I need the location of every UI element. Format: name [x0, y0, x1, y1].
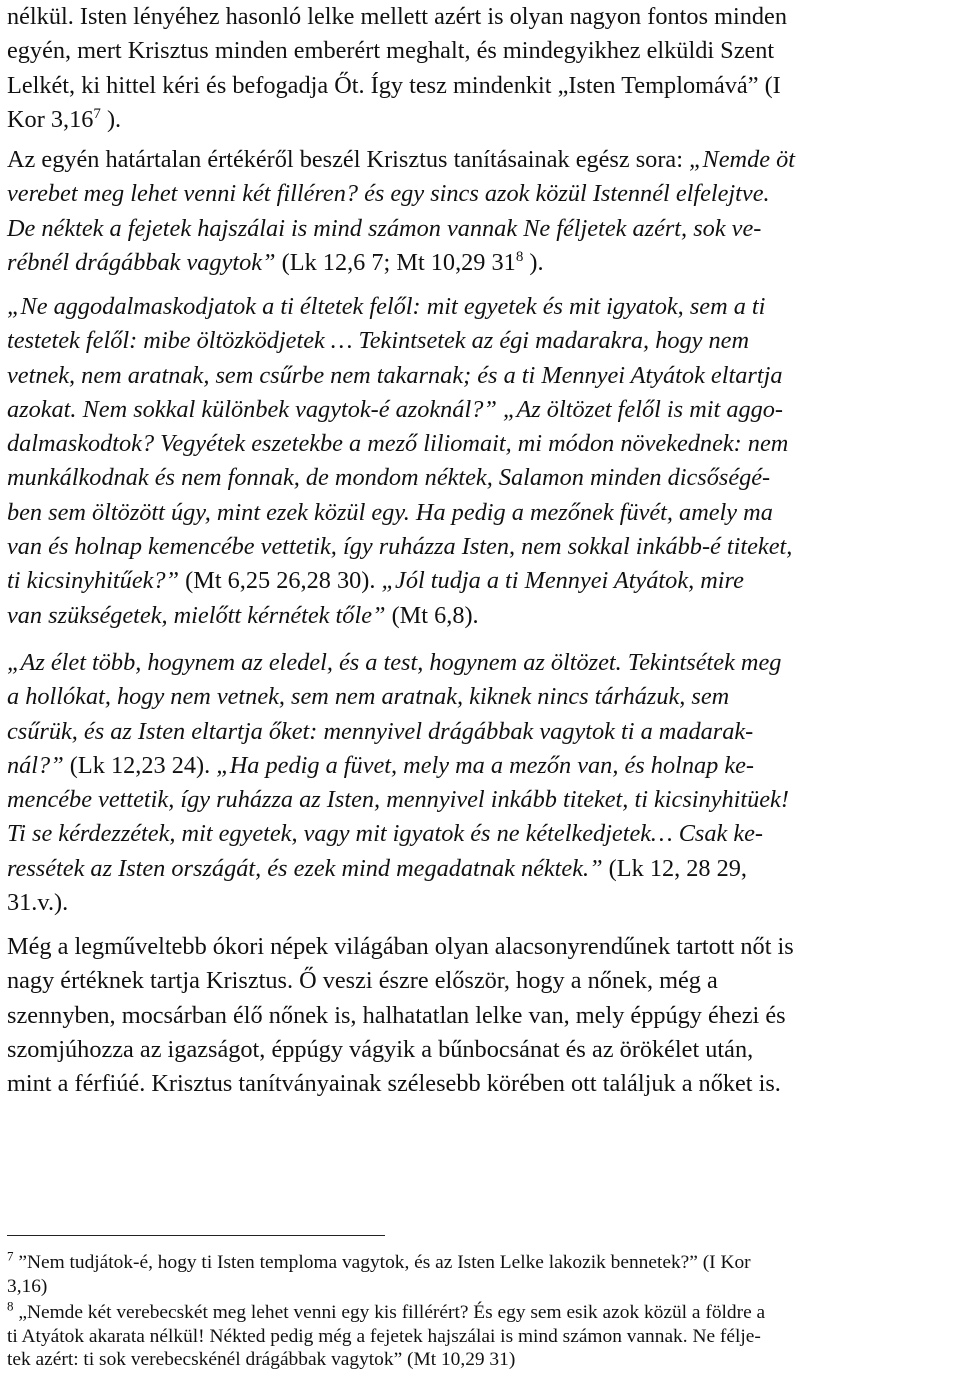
quoted-scripture: dalmaskodtok? Vegyétek eszetekbe a mező liliomait, mi módon növekednek: nem: [7, 430, 789, 458]
paragraphs-line: [7, 1067, 955, 1101]
quoted-scripture: csűrük, és az Isten eltartja őket: mennyivel drágábbak vagytok ti a madarak-: [7, 717, 754, 745]
paragraph: [7, 290, 955, 633]
quoted-scripture: rébnél drágábbak vagytok”: [7, 248, 276, 276]
footnote-marker: 7: [7, 1248, 14, 1264]
paragraphs-line: [7, 1033, 955, 1067]
quoted-scripture: munkálkodnak és nem fonnak, de mondom néktek, Salamon minden dicsőségé-: [7, 464, 771, 492]
paragraph: [7, 930, 955, 1101]
quoted-scripture: nál?”: [7, 751, 64, 779]
text-run: mint a férfiúé. Krisztus tanítványainak szélesebb körében ott találjuk a nőket is.: [7, 1070, 781, 1098]
text-run: Lelkét, ki hittel kéri és befogadja Őt. Így tesz mindenkit „Isten Templomává” (I: [7, 71, 781, 99]
paragraphs-line: [7, 69, 955, 103]
paragraphs-line: [7, 177, 955, 211]
quoted-scripture: „Az élet több, hogynem az eledel, és a test, hogynem az öltözet. Tekintsétek meg: [7, 649, 782, 676]
footnotes-line: [7, 1298, 955, 1325]
paragraphs-line: [7, 715, 955, 749]
quoted-scripture: „Jól tudja a ti Mennyei Atyátok, mire: [381, 567, 744, 595]
paragraphs-line: [7, 999, 955, 1033]
quoted-scripture: „Ha pedig a füvet, mely ma a mezőn van, és holnap ke-: [216, 751, 755, 779]
text-run: Még a legműveltebb ókori népek világában olyan alacsonyrendűnek tartott nőt is: [7, 933, 794, 960]
paragraph: [7, 0, 955, 137]
paragraphs-line: [7, 324, 955, 358]
paragraphs-line: [7, 0, 955, 34]
paragraphs-line: [7, 964, 955, 998]
quoted-scripture: De néktek a fejetek hajszálai is mind számon vannak Ne féljetek azért, sok ve-: [7, 214, 762, 242]
paragraphs-line: [7, 393, 955, 427]
quoted-scripture: „Ne aggodalmaskodjatok a ti éltetek felől: mit egyetek és mit igyatok, sem a ti: [7, 293, 766, 320]
paragraphs-line: [7, 886, 955, 920]
paragraphs-line: [7, 34, 955, 68]
quoted-scripture: testetek felől: mibe öltözködjetek … Tekintsetek az égi madarakra, hogy nem: [7, 327, 749, 355]
footnote: [7, 1248, 955, 1298]
text-run: (Lk 12,6 7; Mt 10,29 31: [275, 248, 516, 276]
quoted-scripture: verebet meg lehet venni két filléren? és egy sincs azok közül Istennél elfelejtve.: [7, 180, 770, 208]
text-run: 31.v.).: [7, 889, 69, 917]
quoted-scripture: vetnek, nem aratnak, sem csűrbe nem takarnak; és a ti Mennyei Atyátok eltartja: [7, 361, 783, 389]
paragraphs-line: [7, 530, 955, 564]
text-run: nagy értéknek tartja Krisztus. Ő veszi észre először, hogy a nőnek, még a: [7, 967, 718, 995]
paragraphs-line: [7, 930, 955, 964]
quoted-scripture: van szükségetek, mielőtt kérnétek tőle”: [7, 601, 386, 629]
footnotes-line: [7, 1348, 955, 1372]
quoted-scripture: mencébe vettetik, így ruházza az Isten, mennyivel inkább titeket, ti kicsinyhitüek!: [7, 786, 789, 814]
text-run: (Mt 6,8).: [385, 601, 479, 629]
paragraphs-line: [7, 496, 955, 530]
paragraphs-line: [7, 646, 955, 680]
text-run: „Nemde két verebecskét meg lehet venni egy kis fillérért? És egy sem esik azok közül a földre a: [13, 1302, 766, 1323]
footnote-marker: 8: [515, 248, 524, 265]
text-run: ti Atyátok akarata nélkül! Nékted pedig még a fejetek hajszálai is mind számon vannak. Ne félje-: [7, 1325, 761, 1347]
paragraphs-line: [7, 749, 955, 783]
text-run: nélkül. Isten lényéhez hasonló lelke mellett azért is olyan nagyon fontos minden: [7, 3, 787, 30]
paragraphs-line: [7, 817, 955, 851]
footnote-marker: 8: [7, 1298, 14, 1314]
quoted-scripture: ti kicsinyhitűek?”: [7, 567, 180, 595]
text-run: (Lk 12,23 24).: [63, 751, 217, 779]
footnote-marker: 7: [93, 105, 101, 122]
paragraphs-line: [7, 290, 955, 324]
paragraphs-line: [7, 103, 955, 137]
text-run: egyén, mert Krisztus minden emberért meghalt, és mindegyikhez elküldi Szent: [7, 37, 775, 65]
paragraphs-line: [7, 143, 955, 177]
paragraphs-line: [7, 783, 955, 817]
paragraphs-line: [7, 680, 955, 714]
text-run: ).: [100, 105, 122, 133]
paragraphs-line: [7, 599, 955, 633]
quoted-scripture: azokat. Nem sokkal különbek vagytok-é azoknál?” „Az öltözet felől is mit aggo-: [7, 395, 784, 423]
paragraphs-line: [7, 359, 955, 393]
paragraphs-line: [7, 212, 955, 246]
footnote-separator: [7, 1235, 385, 1236]
text-run: (Lk 12, 28 29,: [602, 854, 748, 882]
quoted-scripture: Ti se kérdezzétek, mit egyetek, vagy mit igyatok és ne kételkedjetek… Csak ke-: [7, 820, 764, 848]
text-run: ”Nem tudjátok-é, hogy ti Isten temploma vagytok, és az Isten Lelke lakozik bennetek?” (I Kor: [13, 1252, 751, 1273]
paragraph: [7, 646, 955, 920]
quoted-scripture: ben sem öltözött úgy, mint ezek közül egy. Ha pedig a mezőnek füvét, amely ma: [7, 498, 773, 526]
paragraphs-line: [7, 852, 955, 886]
paragraphs-line: [7, 246, 955, 280]
quoted-scripture: a hollókat, hogy nem vetnek, sem nem aratnak, kiknek nincs tárházuk, sem: [7, 683, 730, 711]
text-run: ).: [523, 248, 544, 276]
paragraph: [7, 143, 955, 280]
text-run: Kor 3,16: [7, 105, 94, 133]
text-run: 3,16): [7, 1275, 48, 1297]
footnote: [7, 1298, 955, 1372]
text-run: (Mt 6,25 26,28 30).: [179, 567, 382, 595]
quoted-scripture: „Nemde öt: [689, 146, 796, 173]
quoted-scripture: van és holnap kemencébe vettetik, így ruházza Isten, nem sokkal inkább-é titeket,: [7, 533, 793, 561]
paragraphs-line: [7, 461, 955, 495]
paragraphs-line: [7, 564, 955, 598]
text-run: szennyben, mocsárban élő nőnek is, halhatatlan lelke van, mely éppúgy éhezi és: [7, 1001, 786, 1029]
footnotes-line: [7, 1275, 955, 1299]
paragraphs-line: [7, 427, 955, 461]
quoted-scripture: ressétek az Isten országát, és ezek mind megadatnak néktek.”: [7, 854, 603, 882]
text-run: szomjúhozza az igazságot, éppúgy vágyik a bűnbocsánat és az örökélet után,: [7, 1035, 754, 1063]
footnotes-line: [7, 1325, 955, 1349]
text-run: Az egyén határtalan értékéről beszél Krisztus tanításainak egész sora:: [7, 146, 690, 173]
footnotes-line: [7, 1248, 955, 1275]
text-run: tek azért: ti sok verebecskénél drágábbak vagytok” (Mt 10,29 31): [7, 1349, 516, 1370]
